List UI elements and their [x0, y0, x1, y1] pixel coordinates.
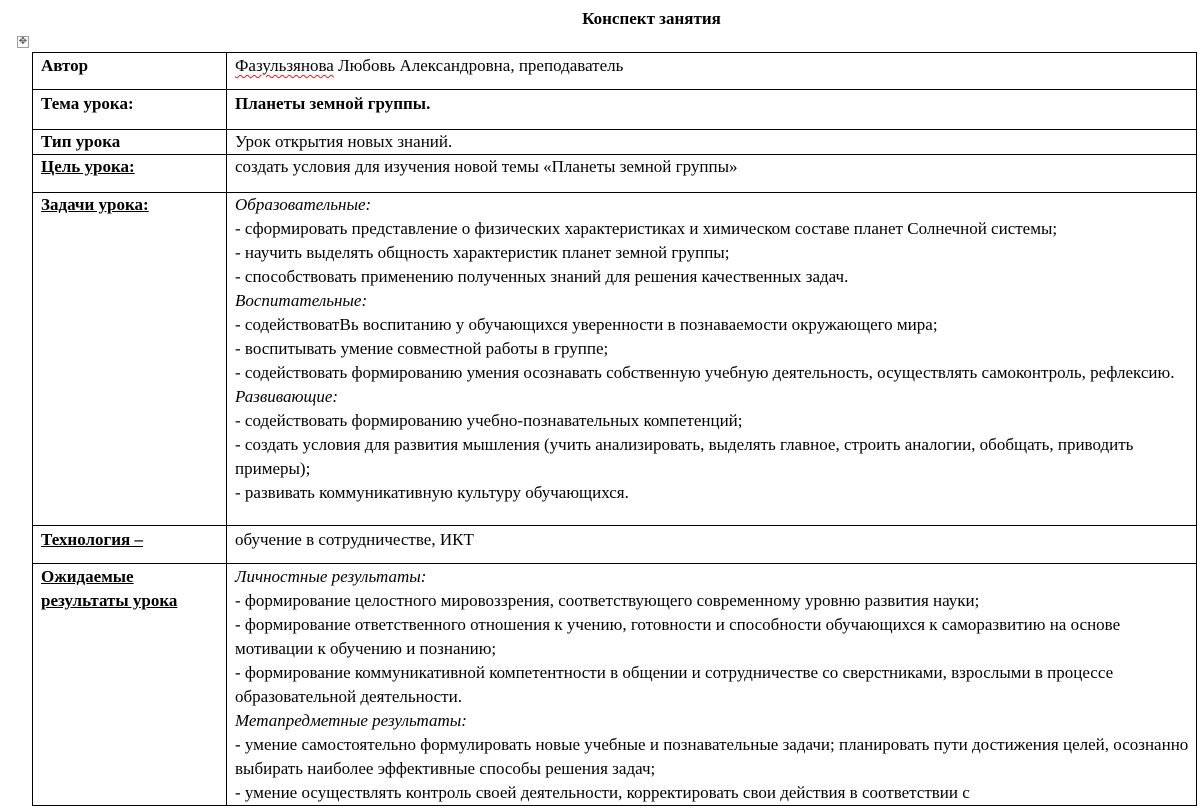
tasks-value-cell[interactable] [227, 193, 1197, 526]
tasks-group-heading: Развивающие: [235, 387, 339, 406]
row-goal [33, 155, 1197, 193]
results-label-line1: Ожидаемые [41, 567, 134, 586]
tasks-item: - содействовать формированию учебно-познавательных компетенций; [235, 411, 743, 430]
tasks-group-heading: Воспитательные: [235, 291, 368, 310]
tasks-item: - способствовать применению полученных знаний для решения качественных задач. [235, 267, 849, 286]
topic-label-cell [33, 90, 227, 130]
results-value-cell[interactable] [227, 564, 1197, 806]
technology-label: Технология – [41, 530, 143, 549]
author-surname-misspelled[interactable]: Фазульзянова [235, 56, 334, 75]
row-author [33, 53, 1197, 90]
tasks-item: - развивать коммуникативную культуру обучающихся. [235, 483, 629, 502]
author-value-rest: Любовь Александровна, преподаватель [333, 56, 624, 75]
tasks-item: - создать условия для развития мышления (учить анализировать, выделять главное, строить аналогии, обобщать, приводить примеры); [235, 435, 1134, 478]
technology-value-cell[interactable] [227, 526, 1197, 564]
row-technology [33, 526, 1197, 564]
goal-label-cell [33, 155, 227, 193]
tasks-label-cell [33, 193, 227, 526]
results-label-cell [33, 564, 227, 806]
document-title: Конспект занятия [582, 9, 721, 28]
results-item: - формирование целостного мировоззрения, соответствующего современному уровню развития науки; [235, 591, 980, 610]
row-tasks [33, 193, 1197, 526]
topic-label: Тема урока: [41, 94, 134, 113]
tasks-item: - содействоватВь воспитанию у обучающихся уверенности в познаваемости окружающего мира; [235, 315, 938, 334]
tasks-group-heading: Образовательные: [235, 195, 372, 214]
technology-label-cell [33, 526, 227, 564]
goal-label: Цель урока: [41, 157, 135, 176]
type-value-cell[interactable] [227, 130, 1197, 155]
goal-value-cell[interactable] [227, 155, 1197, 193]
tasks-label: Задачи урока: [41, 195, 149, 214]
results-group-heading: Метапредметные результаты: [235, 711, 467, 730]
results-item: - формирование коммуникативной компетентности в общении и сотрудничестве со сверстниками, взрослыми в процессе образовательной деятельности. [235, 663, 1114, 706]
results-item: - умение самостоятельно формулировать новые учебные и познавательные задачи; планировать пути достижения целей, осознанно выбирать наиболее эффективные способы решения задач; [235, 735, 1189, 778]
results-group-heading: Личностные результаты: [235, 567, 427, 586]
author-label: Автор [41, 56, 89, 75]
results-item: - формирование ответственного отношения к учению, готовности и способности обучающихся к саморазвитию на основе мотивации к обучению и познанию; [235, 615, 1121, 658]
topic-value-cell[interactable] [227, 90, 1197, 130]
technology-value: обучение в сотрудничестве, ИКТ [235, 530, 474, 549]
tasks-item: - научить выделять общность характеристик планет земной группы; [235, 243, 730, 262]
type-label: Тип урока [41, 132, 121, 151]
results-label-line2: результаты урока [41, 591, 178, 610]
author-value-cell[interactable] [227, 53, 1197, 90]
table-move-handle-icon[interactable]: ✥ [18, 36, 28, 47]
row-results [33, 564, 1197, 806]
row-topic [33, 90, 1197, 130]
goal-value: создать условия для изучения новой темы «Планеты земной группы» [235, 157, 738, 176]
tasks-item: - воспитывать умение совместной работы в группе; [235, 339, 609, 358]
lesson-plan-table [32, 52, 1197, 806]
type-value: Урок открытия новых знаний. [235, 132, 453, 151]
type-label-cell [33, 130, 227, 155]
author-label-cell [33, 53, 227, 90]
row-type [33, 130, 1197, 155]
results-item: - умение осуществлять контроль своей деятельности, корректировать свои действия в соответствии с [235, 783, 970, 802]
topic-value: Планеты земной группы. [235, 94, 431, 113]
tasks-item: - содействовать формированию умения осознавать собственную учебную деятельность, осуществлять самоконтроль, рефлексию. [235, 363, 1175, 382]
tasks-item: - сформировать представление о физических характеристиках и химическом составе планет Солнечной системы; [235, 219, 1058, 238]
